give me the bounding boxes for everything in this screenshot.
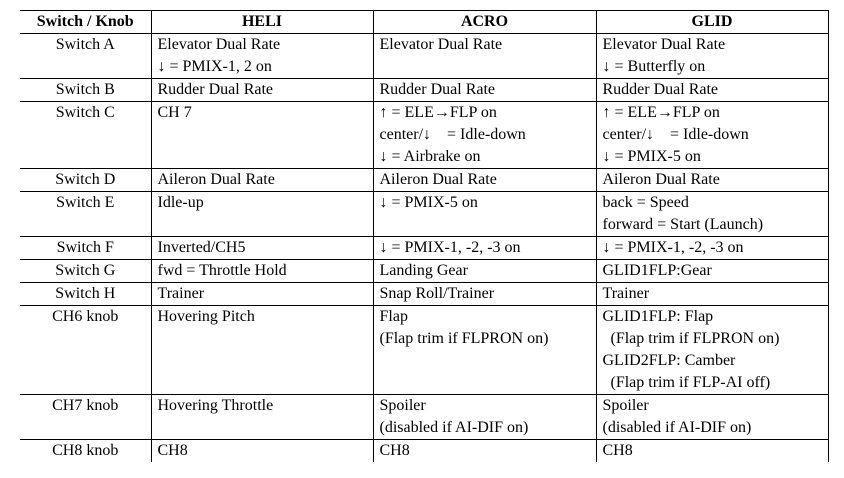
acro-cell-line: CH8 <box>379 442 410 459</box>
switch-assignment-table-container <box>20 10 829 462</box>
heli-cell-line: Aileron Dual Rate <box>157 171 275 188</box>
acro-cell-line: ↓ = Airbrake on <box>379 148 481 165</box>
glid-cell-line: CH8 <box>602 442 633 459</box>
glid-cell-line: Rudder Dual Rate <box>602 81 719 98</box>
acro-cell-line: Snap Roll/Trainer <box>379 285 495 302</box>
heli-cell <box>151 237 373 260</box>
heli-cell <box>151 192 373 237</box>
glid-cell-line: (Flap trim if FLP-AI off) <box>602 374 771 391</box>
acro-cell <box>373 440 596 463</box>
row-key-cell: Switch G <box>20 260 151 283</box>
acro-cell <box>373 102 596 169</box>
glid-cell-line: ↓ = Butterfly on <box>602 58 706 75</box>
heli-cell-line: Idle-up <box>157 194 204 211</box>
acro-cell-line: ↓ = PMIX-5 on <box>379 194 478 211</box>
glid-cell-line: ↓ = PMIX-5 on <box>602 148 701 165</box>
glid-cell-line: Spoiler <box>602 397 649 414</box>
glid-cell <box>596 169 828 192</box>
header-glid: GLID <box>596 11 828 34</box>
acro-cell <box>373 34 596 79</box>
table-header-row <box>20 11 828 34</box>
header-switch-knob: Switch / Knob <box>20 11 151 34</box>
acro-cell-line: Aileron Dual Rate <box>379 171 497 188</box>
glid-cell <box>596 79 828 102</box>
glid-cell <box>596 34 828 79</box>
acro-cell <box>373 192 596 237</box>
glid-cell-line: GLID1FLP: Flap <box>602 308 714 325</box>
heli-cell-line: ↓ = PMIX-1, 2 on <box>157 58 272 75</box>
row-key-cell: Switch A <box>20 34 151 79</box>
heli-cell <box>151 169 373 192</box>
acro-cell-line: Elevator Dual Rate <box>379 36 503 53</box>
heli-cell-line: Inverted/CH5 <box>157 239 246 256</box>
glid-cell-line: ↑ = ELE→FLP on <box>602 104 720 121</box>
heli-cell <box>151 34 373 79</box>
heli-cell-line: CH8 <box>157 442 188 459</box>
glid-cell <box>596 440 828 463</box>
table-row <box>20 237 828 260</box>
glid-cell <box>596 260 828 283</box>
glid-cell <box>596 192 828 237</box>
acro-cell-line: Rudder Dual Rate <box>379 81 496 98</box>
heli-cell-line: Hovering Pitch <box>157 308 255 325</box>
acro-cell-line: Flap <box>379 308 408 325</box>
heli-cell <box>151 102 373 169</box>
acro-cell-line: ↑ = ELE→FLP on <box>379 104 497 121</box>
table-row <box>20 169 828 192</box>
glid-cell-line: (disabled if AI-DIF on) <box>602 419 752 436</box>
row-key-cell: Switch B <box>20 79 151 102</box>
glid-cell <box>596 237 828 260</box>
heli-cell-line: fwd = Throttle Hold <box>157 262 287 279</box>
table-row <box>20 192 828 237</box>
acro-cell <box>373 79 596 102</box>
row-key-cell: CH7 knob <box>20 395 151 440</box>
acro-cell-line: center/↓ = Idle-down <box>379 126 526 143</box>
acro-cell-line: (Flap trim if FLPRON on) <box>379 330 549 347</box>
row-key-cell: CH6 knob <box>20 306 151 395</box>
acro-cell <box>373 306 596 395</box>
heli-cell <box>151 283 373 306</box>
table-row <box>20 306 828 395</box>
row-key-cell: Switch C <box>20 102 151 169</box>
header-acro: ACRO <box>373 11 596 34</box>
heli-cell <box>151 306 373 395</box>
row-key-cell: Switch F <box>20 237 151 260</box>
acro-cell <box>373 237 596 260</box>
acro-cell <box>373 260 596 283</box>
glid-cell <box>596 102 828 169</box>
glid-cell-line: center/↓ = Idle-down <box>602 126 749 143</box>
heli-cell-line: Elevator Dual Rate <box>157 36 281 53</box>
heli-cell <box>151 79 373 102</box>
acro-cell <box>373 395 596 440</box>
heli-cell <box>151 440 373 463</box>
glid-cell-line: ↓ = PMIX-1, -2, -3 on <box>602 239 744 256</box>
heli-cell-line: Trainer <box>157 285 205 302</box>
glid-cell-line: forward = Start (Launch) <box>602 216 764 233</box>
table-row <box>20 34 828 79</box>
acro-cell-line: Spoiler <box>379 397 426 414</box>
heli-cell-line: Rudder Dual Rate <box>157 81 274 98</box>
switch-assignment-table <box>20 10 829 462</box>
glid-cell <box>596 283 828 306</box>
table-row <box>20 102 828 169</box>
heli-cell-line: CH 7 <box>157 104 192 121</box>
table-row <box>20 283 828 306</box>
acro-cell-line: Landing Gear <box>379 262 468 279</box>
header-heli: HELI <box>151 11 373 34</box>
glid-cell-line: Aileron Dual Rate <box>602 171 720 188</box>
table-row <box>20 79 828 102</box>
glid-cell-line: Trainer <box>602 285 650 302</box>
row-key-cell: Switch H <box>20 283 151 306</box>
heli-cell <box>151 395 373 440</box>
table-row <box>20 260 828 283</box>
glid-cell-line: back = Speed <box>602 194 689 211</box>
glid-cell <box>596 306 828 395</box>
glid-cell-line: Elevator Dual Rate <box>602 36 726 53</box>
acro-cell <box>373 283 596 306</box>
acro-cell-line: ↓ = PMIX-1, -2, -3 on <box>379 239 521 256</box>
row-key-cell: CH8 knob <box>20 440 151 463</box>
table-row <box>20 440 828 463</box>
glid-cell-line: GLID2FLP: Camber <box>602 352 736 369</box>
glid-cell <box>596 395 828 440</box>
row-key-cell: Switch E <box>20 192 151 237</box>
glid-cell-line: GLID1FLP:Gear <box>602 262 712 279</box>
acro-cell <box>373 169 596 192</box>
heli-cell-line: Hovering Throttle <box>157 397 274 414</box>
table-row <box>20 395 828 440</box>
row-key-cell: Switch D <box>20 169 151 192</box>
acro-cell-line: (disabled if AI-DIF on) <box>379 419 529 436</box>
glid-cell-line: (Flap trim if FLPRON on) <box>602 330 780 347</box>
heli-cell <box>151 260 373 283</box>
